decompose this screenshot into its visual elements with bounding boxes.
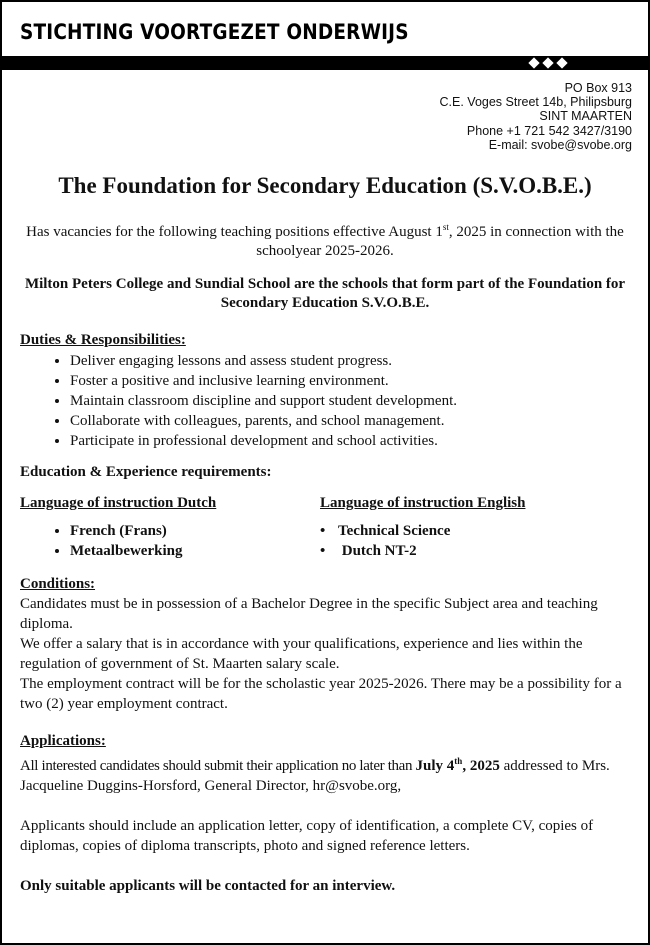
english-heading: Language of instruction English (320, 495, 526, 511)
list-item: • Deliver engaging lessons and assess student progress. (70, 351, 630, 371)
intro-part2: , 2025 in connection with the schoolyear 2025-2026. (256, 224, 624, 259)
schools-statement: Milton Peters College and Sundial School are the schools that form part of the Foundation for Secondary Education S.V.O.B.E. (24, 276, 626, 311)
address-po-box: PO Box 913 (564, 81, 632, 95)
deadline-year: , 2025 (462, 758, 500, 774)
list-item: • Participate in professional development and school activities. (70, 431, 630, 451)
brand-name: STICHTING VOORTGEZET ONDERWIJS (20, 20, 409, 44)
english-column (320, 494, 525, 561)
language-columns (20, 494, 630, 561)
conditions-paragraph: We offer a salary that is in accordance with your qualifications, experience and lies within the regulation of government of St. Maarten salary scale. (20, 636, 583, 672)
applications-address: addressed to Mrs. Jacqueline Duggins-Horsford, General Director, hr@svobe.org, (20, 758, 610, 794)
diamond-ornament-icon (528, 56, 568, 70)
list-item: • Collaborate with colleagues, parents, and school management. (70, 411, 630, 431)
duties-list (20, 351, 630, 451)
deadline-sup: th (454, 756, 463, 766)
dutch-subjects (20, 521, 320, 561)
conditions-paragraph: The employment contract will be for the scholastic year 2025-2026. There may be a possibility for a two (2) year employment contract. (20, 676, 622, 712)
list-item: • French (Frans) (70, 521, 320, 541)
address-block (440, 81, 632, 152)
diamond-icon (528, 57, 539, 68)
applications-paragraph (20, 751, 630, 796)
list-item: • Technical Science (320, 521, 525, 541)
intro-part1: Has vacancies for the following teaching positions effective August 1 (26, 224, 443, 240)
address-phone: Phone +1 721 542 3427/3190 (466, 123, 632, 138)
page-title: The Foundation for Secondary Education (S.V.O.B.E.) (58, 173, 592, 198)
deadline-date: July 4 (415, 758, 455, 774)
applications-requirements: Applicants should include an application letter, copy of identification, a complete CV, copies of diplomas, copies of diploma transcripts, photo and signed reference letters. (20, 818, 594, 854)
conditions-paragraph: Candidates must be in possession of a Bachelor Degree in the specific Subject area and teaching diploma. (20, 596, 598, 632)
list-item: • Metaalbewerking (70, 541, 320, 561)
duties-heading: Duties & Responsibilities: (20, 332, 186, 348)
header-bar (2, 56, 648, 70)
applications-heading: Applications: (20, 733, 106, 749)
address-country: SINT MAARTEN (539, 109, 632, 124)
education-heading: Education & Experience requirements: (20, 464, 272, 480)
diamond-icon (556, 57, 567, 68)
dutch-column (20, 494, 320, 561)
address-street: C.E. Voges Street 14b, Philipsburg (439, 95, 632, 110)
diamond-icon (542, 57, 553, 68)
final-note: Only suitable applicants will be contacted for an interview. (20, 878, 396, 894)
address-email: E-mail: svobe@svobe.org (488, 137, 632, 152)
list-item: • Maintain classroom discipline and support student development. (70, 391, 630, 411)
english-subjects (320, 521, 525, 561)
applications-text: All interested candidates should submit their application no later than (20, 758, 416, 774)
dutch-heading: Language of instruction Dutch (20, 495, 217, 511)
list-item: • Dutch NT-2 (320, 541, 525, 561)
deadline (416, 758, 500, 774)
intro-text (20, 218, 630, 261)
conditions-heading: Conditions: (20, 576, 96, 592)
list-item: • Foster a positive and inclusive learning environment. (70, 371, 630, 391)
main-content (20, 172, 630, 911)
intro-sup: st (442, 222, 449, 232)
